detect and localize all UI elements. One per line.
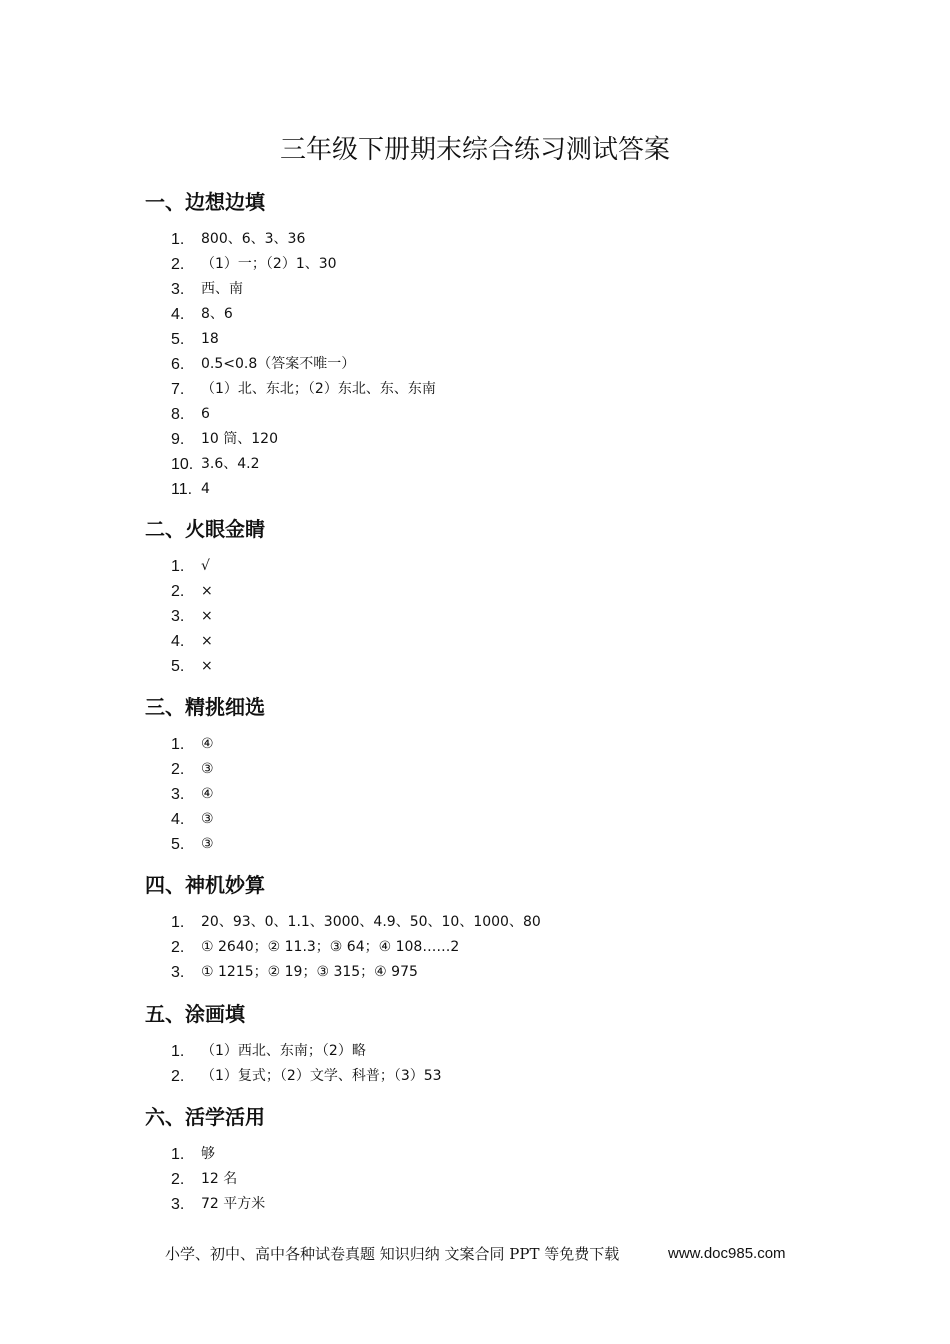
answer-item: [145, 935, 865, 960]
section-calculation: [145, 871, 865, 985]
item-number: 2.: [171, 1068, 185, 1085]
answer-list: [145, 910, 865, 985]
answer-item: [145, 477, 865, 502]
answer-text: ① 1215；② 19；③ 315；④ 975: [201, 964, 418, 980]
answer-text: （1）一；（2）1、30: [201, 256, 337, 272]
item-number: 6.: [171, 356, 185, 373]
answer-item: [145, 302, 865, 327]
page-title: 三年级下册期末综合练习测试答案: [279, 135, 670, 165]
item-number: 4.: [171, 811, 185, 828]
answer-text: ④: [201, 786, 214, 802]
section-application: [145, 1103, 865, 1217]
answer-item: [145, 1192, 865, 1217]
section-heading: 一、边想边填: [145, 190, 265, 214]
item-number: 2.: [171, 939, 185, 956]
answer-item: [145, 782, 865, 807]
footer-link[interactable]: www.doc985.com: [668, 1245, 786, 1262]
answer-item: [145, 654, 865, 679]
answer-item: [145, 327, 865, 352]
answer-item: [145, 629, 865, 654]
answer-item: [145, 1142, 865, 1167]
item-number: 2.: [171, 583, 185, 600]
item-number: 3.: [171, 1196, 185, 1213]
answer-text: ×: [201, 633, 213, 649]
item-number: 1.: [171, 914, 185, 931]
item-number: 11.: [171, 481, 193, 498]
item-number: 2.: [171, 1171, 185, 1188]
answer-list: [145, 227, 865, 502]
answer-item: [145, 1039, 865, 1064]
item-number: 3.: [171, 608, 185, 625]
answer-text: 6: [201, 406, 210, 422]
footer-text: 小学、初中、高中各种试卷真题 知识归纳 文案合同 PPT 等免费下载: [165, 1245, 620, 1263]
item-number: 2.: [171, 761, 185, 778]
answer-item: [145, 452, 865, 477]
answer-item: [145, 757, 865, 782]
answer-text: 4: [201, 481, 210, 497]
item-number: 4.: [171, 633, 185, 650]
answer-item: [145, 554, 865, 579]
item-number: 1.: [171, 1043, 185, 1060]
answer-item: [145, 377, 865, 402]
answer-item: [145, 832, 865, 857]
item-number: 3.: [171, 281, 185, 298]
answer-list: [145, 554, 865, 679]
item-number: 7.: [171, 381, 185, 398]
answer-item: [145, 579, 865, 604]
answer-text: ③: [201, 811, 214, 827]
answer-text: 72 平方米: [201, 1196, 266, 1212]
answer-text: √: [201, 558, 210, 574]
answer-item: [145, 1064, 865, 1089]
item-number: 1.: [171, 736, 185, 753]
answer-text: 20、93、0、1.1、3000、4.9、50、10、1000、80: [201, 914, 541, 930]
item-number: 3.: [171, 786, 185, 803]
answer-text: （1）西北、东南；（2）略: [201, 1043, 366, 1059]
answer-item: [145, 604, 865, 629]
item-number: 2.: [171, 256, 185, 273]
answer-text: 0.5<0.8（答案不唯一）: [201, 356, 356, 372]
answer-text: 18: [201, 331, 219, 347]
answer-text: ① 2640；② 11.3；③ 64；④ 108……2: [201, 939, 460, 955]
answer-item: [145, 1167, 865, 1192]
section-heading: 二、火眼金睛: [145, 517, 265, 541]
section-heading: 三、精挑细选: [145, 695, 265, 719]
answer-item: [145, 277, 865, 302]
section-fill-in: [145, 188, 865, 502]
answer-list: [145, 732, 865, 857]
answer-item: [145, 910, 865, 935]
section-true-false: [145, 515, 865, 679]
answer-text: ×: [201, 583, 213, 599]
answer-text: 800、6、3、36: [201, 231, 306, 247]
answer-text: ④: [201, 736, 214, 752]
answer-item: [145, 427, 865, 452]
item-number: 3.: [171, 964, 185, 981]
item-number: 5.: [171, 836, 185, 853]
item-number: 10.: [171, 456, 194, 473]
answer-text: （1）北、东北；（2）东北、东、东南: [201, 381, 436, 397]
answer-text: （1）复式；（2）文学、科普；（3）53: [201, 1068, 442, 1084]
section-heading: 六、活学活用: [145, 1105, 265, 1129]
answer-item: [145, 960, 865, 985]
answer-text: 8、6: [201, 306, 233, 322]
answer-item: [145, 402, 865, 427]
item-number: 5.: [171, 331, 185, 348]
answer-text: ×: [201, 608, 213, 624]
answer-text: 西、南: [201, 281, 243, 297]
answer-item: [145, 252, 865, 277]
answer-item: [145, 227, 865, 252]
answer-text: ③: [201, 761, 214, 777]
section-multiple-choice: [145, 693, 865, 857]
answer-item: [145, 352, 865, 377]
answer-item: [145, 732, 865, 757]
item-number: 1.: [171, 558, 185, 575]
item-number: 8.: [171, 406, 185, 423]
answer-text: ③: [201, 836, 214, 852]
answer-text: 10 筒、120: [201, 431, 278, 447]
item-number: 9.: [171, 431, 185, 448]
item-number: 1.: [171, 1146, 185, 1163]
section-draw-fill: [145, 1000, 865, 1089]
section-heading: 五、涂画填: [145, 1002, 245, 1026]
answer-text: 3.6、4.2: [201, 456, 260, 472]
item-number: 4.: [171, 306, 185, 323]
answer-text: 12 名: [201, 1171, 238, 1187]
item-number: 5.: [171, 658, 185, 675]
answer-text: ×: [201, 658, 213, 674]
answer-text: 够: [201, 1146, 215, 1162]
answer-item: [145, 807, 865, 832]
item-number: 1.: [171, 231, 185, 248]
section-heading: 四、神机妙算: [145, 873, 265, 897]
answer-list: [145, 1142, 865, 1217]
answer-list: [145, 1039, 865, 1089]
